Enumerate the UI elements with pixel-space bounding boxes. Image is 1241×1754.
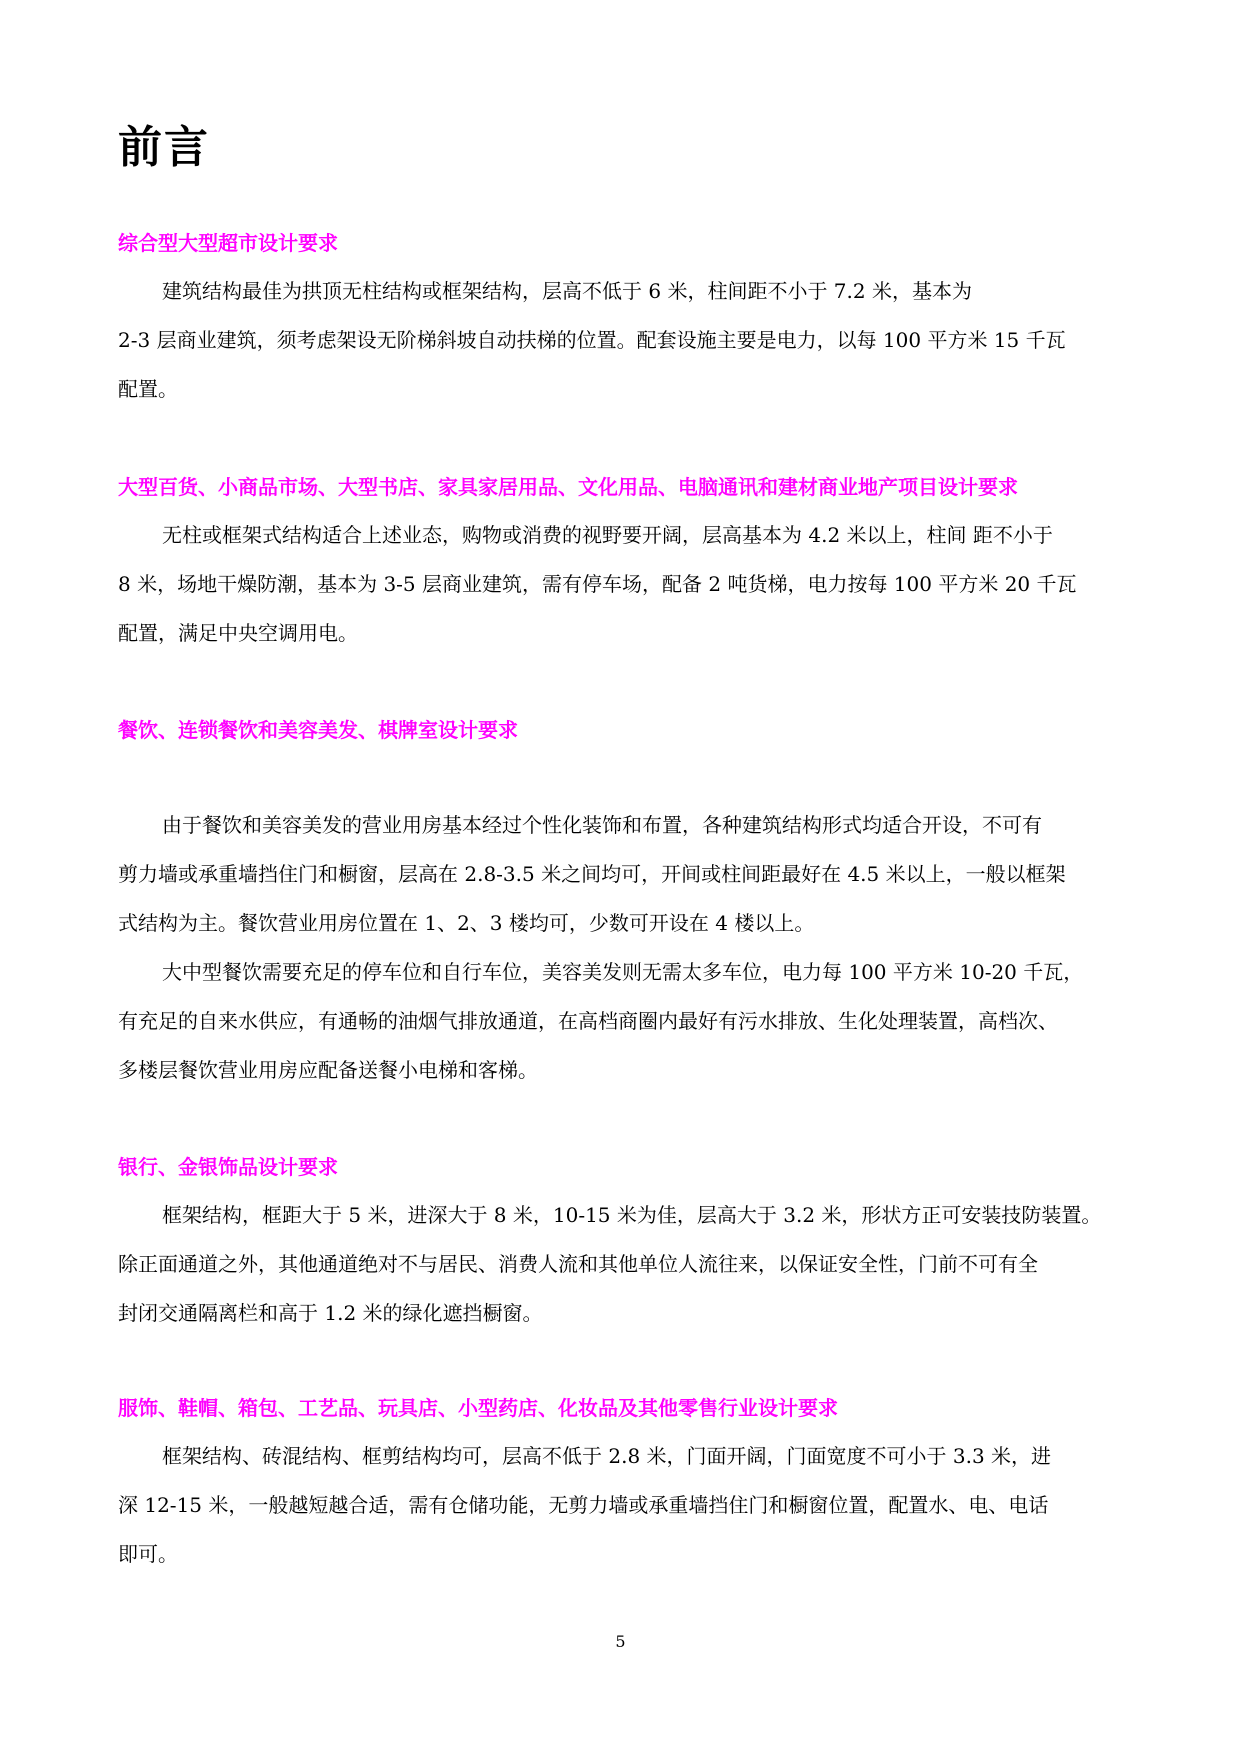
section-heading-department-store: 大型百货、小商品市场、大型书店、家具家居用品、文化用品、电脑通讯和建材商业地产项目设计要求 bbox=[118, 475, 1018, 499]
paragraph-line: 式结构为主。餐饮营业用房位置在 1、2、3 楼均可，少数可开设在 4 楼以上。 bbox=[118, 911, 815, 935]
section-body-bank bbox=[118, 1191, 1124, 1338]
section-body-supermarket bbox=[118, 267, 1124, 414]
paragraph-line: 框架结构，框距大于 5 米，进深大于 8 米，10-15 米为佳，层高大于 3.2 米，形状方正可安装技防装置。 bbox=[162, 1203, 1102, 1227]
paragraph-line: 剪力墙或承重墙挡住门和橱窗，层高在 2.8-3.5 米之间均可，开间或柱间距最好在 4.5 米以上，一般以框架 bbox=[118, 862, 1066, 886]
section-heading-retail: 服饰、鞋帽、箱包、工艺品、玩具店、小型药店、化妆品及其他零售行业设计要求 bbox=[118, 1396, 838, 1420]
paragraph-line: 深 12-15 米，一般越短越合适，需有仓储功能，无剪力墙或承重墙挡住门和橱窗位置，配置水、电、电话 bbox=[118, 1493, 1049, 1517]
paragraph-line: 2-3 层商业建筑，须考虑架设无阶梯斜坡自动扶梯的位置。配套设施主要是电力，以每 100 平方米 15 千瓦 bbox=[118, 328, 1066, 352]
paragraph-line: 有充足的自来水供应，有通畅的油烟气排放通道，在高档商圈内最好有污水排放、生化处理装置，高档次、 bbox=[118, 1009, 1058, 1033]
paragraph-line: 由于餐饮和美容美发的营业用房基本经过个性化装饰和布置，各种建筑结构形式均适合开设，不可有 bbox=[162, 813, 1042, 837]
paragraph-line: 8 米，场地干燥防潮，基本为 3-5 层商业建筑，需有停车场，配备 2 吨货梯，电力按每 100 平方米 20 千瓦 bbox=[118, 572, 1077, 596]
paragraph-line: 大中型餐饮需要充足的停车位和自行车位，美容美发则无需太多车位，电力每 100 平方米 10-20 千瓦， bbox=[162, 960, 1084, 984]
paragraph-line: 无柱或框架式结构适合上述业态，购物或消费的视野要开阔，层高基本为 4.2 米以上，柱间 距不小于 bbox=[162, 523, 1053, 547]
paragraph-line: 建筑结构最佳为拱顶无柱结构或框架结构，层高不低于 6 米，柱间距不小于 7.2 米，基本为 bbox=[162, 279, 972, 303]
section-body-catering bbox=[118, 801, 1124, 1095]
paragraph-line: 多楼层餐饮营业用房应配备送餐小电梯和客梯。 bbox=[118, 1058, 538, 1082]
paragraph-line: 封闭交通隔离栏和高于 1.2 米的绿化遮挡橱窗。 bbox=[118, 1301, 543, 1325]
section-heading-bank: 银行、金银饰品设计要求 bbox=[118, 1155, 338, 1179]
section-heading-catering: 餐饮、连锁餐饮和美容美发、棋牌室设计要求 bbox=[118, 718, 518, 742]
paragraph-line: 框架结构、砖混结构、框剪结构均可，层高不低于 2.8 米，门面开阔，门面宽度不可小于 3.3 米，进 bbox=[162, 1444, 1052, 1468]
page-title: 前言 bbox=[118, 122, 210, 173]
section-heading-supermarket: 综合型大型超市设计要求 bbox=[118, 231, 338, 255]
paragraph-line: 除正面通道之外，其他通道绝对不与居民、消费人流和其他单位人流往来，以保证安全性，门前不可有全 bbox=[118, 1252, 1038, 1276]
paragraph-line: 即可。 bbox=[118, 1542, 178, 1566]
section-body-retail bbox=[118, 1432, 1124, 1579]
paragraph-line: 配置。 bbox=[118, 377, 178, 401]
page-number: 5 bbox=[615, 1632, 626, 1651]
paragraph-line: 配置，满足中央空调用电。 bbox=[118, 621, 358, 645]
section-body-department-store bbox=[118, 511, 1124, 658]
